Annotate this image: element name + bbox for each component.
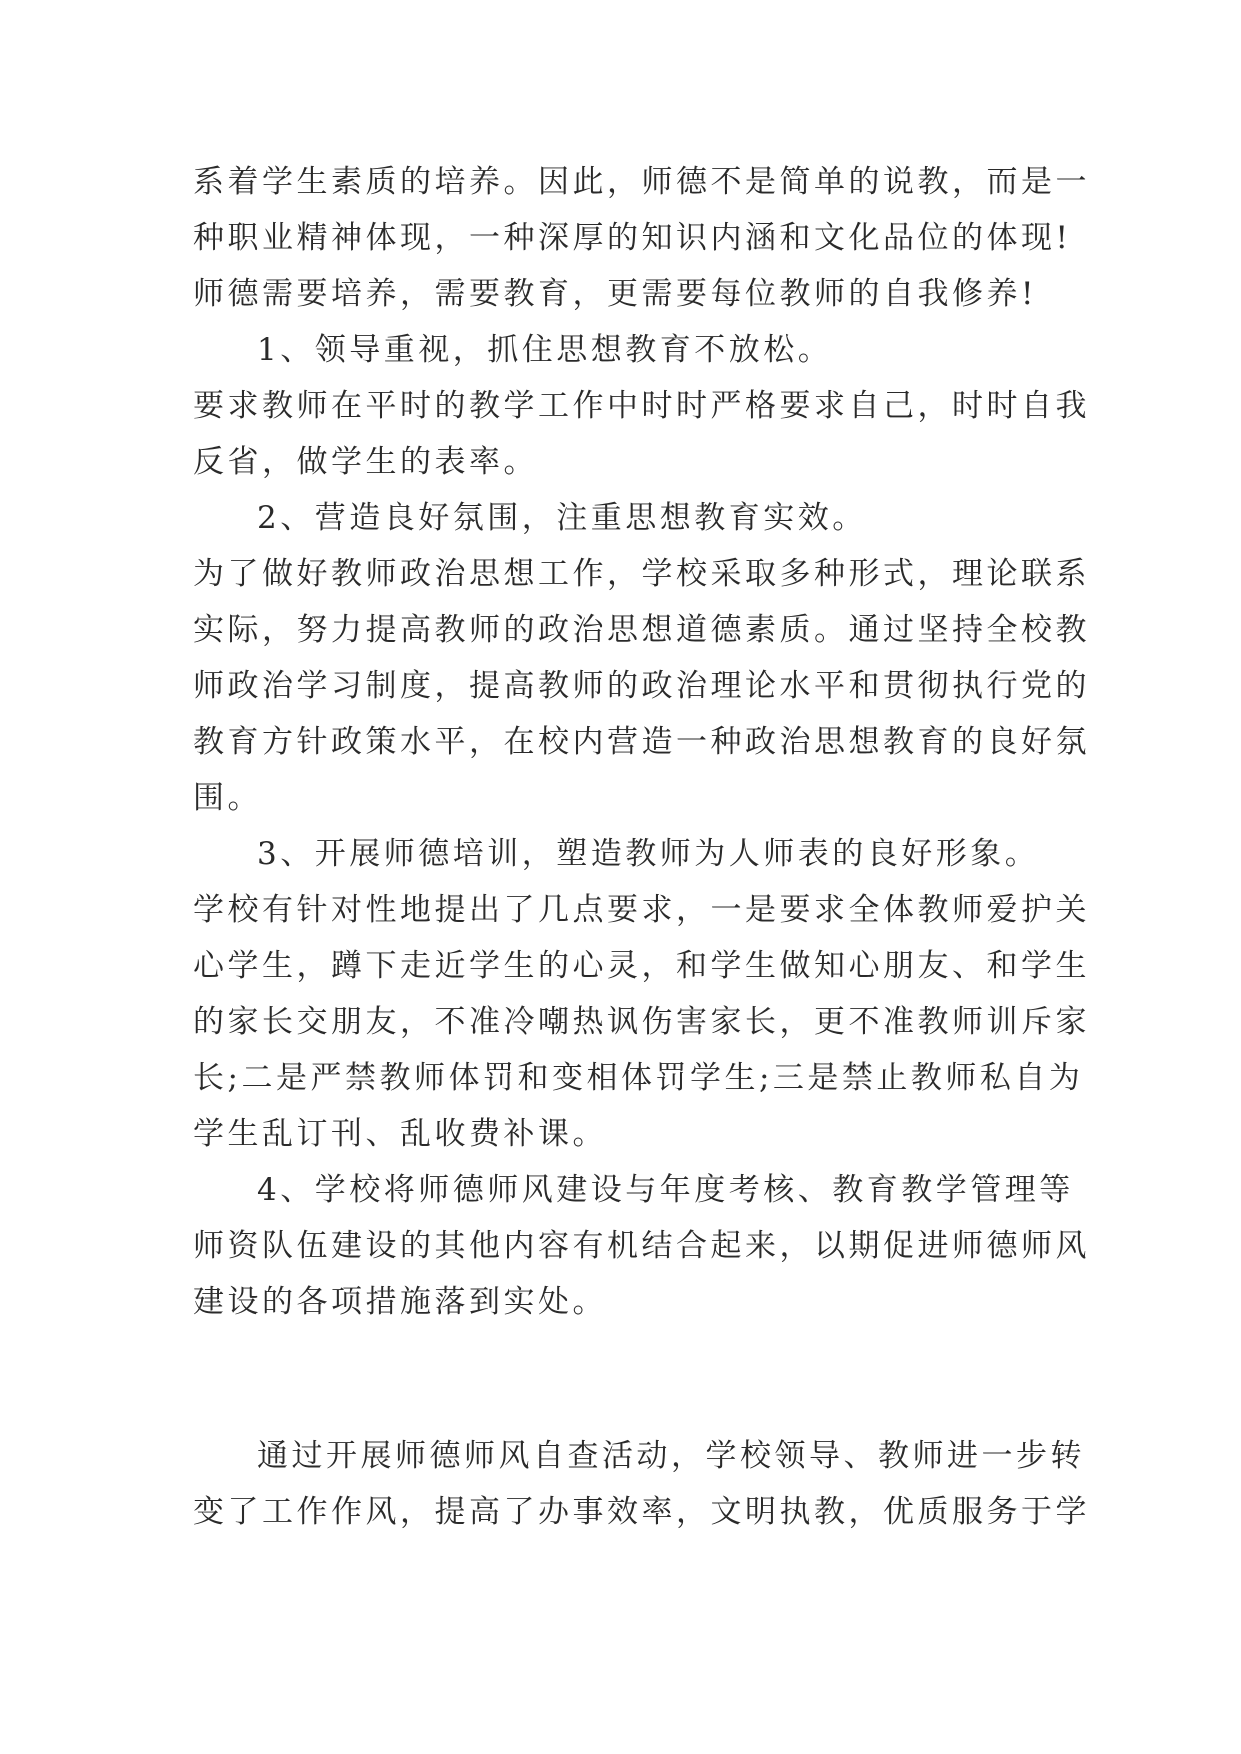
section-heading-3: 3、开展师德培训，塑造教师为人师表的良好形象。 (257, 836, 1040, 872)
text-line: 的家长交朋友，不准冷嘲热讽伤害家长，更不准教师训斥家 (193, 1004, 1090, 1040)
text-line: 系着学生素质的培养。因此，师德不是简单的说教，而是一 (193, 164, 1090, 200)
text-line: 教育方针政策水平，在校内营造一种政治思想教育的良好氛 (193, 724, 1090, 760)
section-heading-2: 2、营造良好氛围，注重思想教育实效。 (257, 500, 867, 536)
text-line: 反省，做学生的表率。 (193, 444, 538, 480)
text-line: 实际，努力提高教师的政治思想道德素质。通过坚持全校教 (193, 612, 1090, 648)
text-line: 建设的各项措施落到实处。 (193, 1284, 607, 1320)
text-line: 围。 (193, 780, 262, 816)
text-line: 为了做好教师政治思想工作，学校采取多种形式，理论联系 (193, 556, 1090, 592)
text-line: 长;二是严禁教师体罚和变相体罚学生;三是禁止教师私自为 (193, 1060, 1084, 1096)
text-line: 学校有针对性地提出了几点要求，一是要求全体教师爱护关 (193, 892, 1090, 928)
body-text-block-2 (193, 1428, 1090, 1540)
text-line: 心学生，蹲下走近学生的心灵，和学生做知心朋友、和学生 (193, 948, 1090, 984)
text-line: 师资队伍建设的其他内容有机结合起来，以期促进师德师风 (193, 1228, 1090, 1264)
text-line: 师政治学习制度，提高教师的政治理论水平和贯彻执行党的 (193, 668, 1090, 704)
text-line: 种职业精神体现，一种深厚的知识内涵和文化品位的体现! (193, 220, 1072, 256)
text-line: 学生乱订刊、乱收费补课。 (193, 1116, 607, 1152)
body-text-block-1 (193, 154, 1090, 1330)
text-line: 师德需要培养，需要教育，更需要每位教师的自我修养! (193, 276, 1037, 312)
text-line: 要求教师在平时的教学工作中时时严格要求自己，时时自我 (193, 388, 1090, 424)
text-line: 通过开展师德师风自查活动，学校领导、教师进一步转 (257, 1438, 1085, 1474)
section-heading-1: 1、领导重视，抓住思想教育不放松。 (257, 332, 833, 368)
text-line: 变了工作作风，提高了办事效率，文明执教，优质服务于学 (193, 1494, 1090, 1530)
section-heading-4: 4、学校将师德师风建设与年度考核、教育教学管理等 (257, 1172, 1074, 1208)
